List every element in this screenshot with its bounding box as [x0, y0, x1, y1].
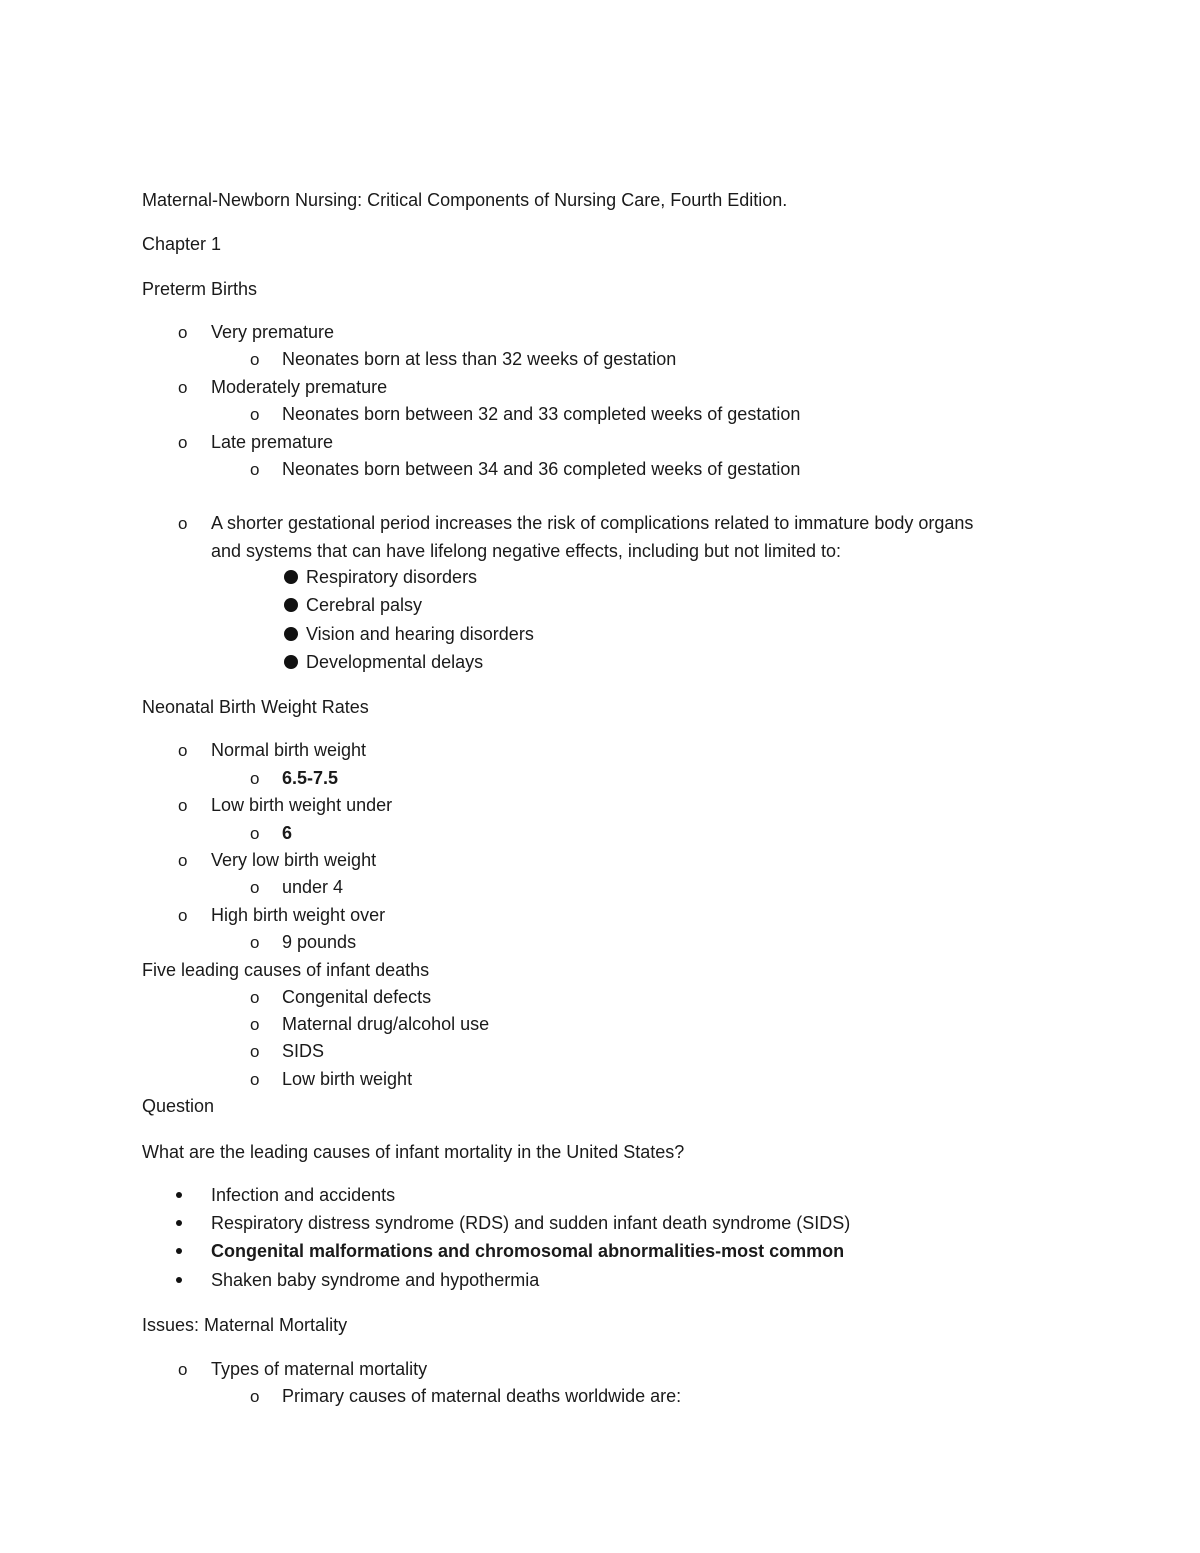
document-title: Maternal-Newborn Nursing: Critical Components of Nursing Care, Fourth Edition.	[142, 190, 788, 210]
list-item: 9 pounds	[282, 932, 357, 952]
effect-item: Developmental delays	[306, 652, 484, 672]
list-marker: o	[250, 405, 260, 424]
list-marker: o	[250, 1387, 260, 1406]
answer-item: Infection and accidents	[211, 1185, 396, 1205]
filled-bullet-icon	[284, 655, 298, 669]
list-marker: o	[250, 933, 260, 952]
list-item: Types of maternal mortality	[211, 1359, 428, 1379]
bullet-icon	[176, 1277, 182, 1283]
bullet-icon	[176, 1220, 182, 1226]
list-item: A shorter gestational period increases the risk of complications related to immature body organs	[211, 513, 974, 533]
list-item: Moderately premature	[211, 377, 388, 397]
weight-heading: Neonatal Birth Weight Rates	[142, 697, 369, 717]
list-marker: o	[178, 906, 188, 925]
question-label: Question	[142, 1096, 215, 1116]
list-item: Normal birth weight	[211, 740, 367, 760]
effect-item: Respiratory disorders	[306, 567, 478, 587]
effect-item: Cerebral palsy	[306, 595, 423, 615]
filled-bullet-icon	[284, 570, 298, 584]
list-item: Congenital defects	[282, 987, 432, 1007]
list-marker: o	[178, 1360, 188, 1379]
list-item-continuation: and systems that can have lifelong negative effects, including but not limited to:	[211, 541, 842, 561]
chapter-heading: Chapter 1	[142, 234, 222, 254]
list-marker: o	[250, 350, 260, 369]
list-item: High birth weight over	[211, 905, 386, 925]
list-item: Neonates born at less than 32 weeks of gestation	[282, 349, 677, 369]
list-marker: o	[178, 323, 188, 342]
list-marker: o	[178, 851, 188, 870]
answer-item-correct: Congenital malformations and chromosomal abnormalities-most common	[211, 1241, 845, 1261]
list-marker: o	[178, 433, 188, 452]
list-item: Low birth weight under	[211, 795, 393, 815]
list-marker: o	[250, 769, 260, 788]
list-marker: o	[178, 741, 188, 760]
list-marker: o	[250, 460, 260, 479]
filled-bullet-icon	[284, 627, 298, 641]
preterm-heading: Preterm Births	[142, 279, 258, 299]
list-marker: o	[178, 514, 188, 533]
list-marker: o	[250, 1015, 260, 1034]
answer-item: Shaken baby syndrome and hypothermia	[211, 1270, 540, 1290]
list-item: Maternal drug/alcohol use	[282, 1014, 490, 1034]
list-item: SIDS	[282, 1041, 325, 1061]
list-item: under 4	[282, 877, 344, 897]
list-item: Late premature	[211, 432, 334, 452]
list-marker: o	[250, 1070, 260, 1089]
effect-item: Vision and hearing disorders	[306, 624, 534, 644]
list-marker: o	[250, 988, 260, 1007]
list-item: Neonates born between 32 and 33 completed weeks of gestation	[282, 404, 801, 424]
list-item: Primary causes of maternal deaths worldwide are:	[282, 1386, 682, 1406]
bullet-icon	[176, 1192, 182, 1198]
list-item: Neonates born between 34 and 36 completed weeks of gestation	[282, 459, 801, 479]
list-item: Very premature	[211, 322, 335, 342]
list-item: Low birth weight	[282, 1069, 413, 1089]
list-item: Very low birth weight	[211, 850, 377, 870]
filled-bullet-icon	[284, 598, 298, 612]
question-text: What are the leading causes of infant mortality in the United States?	[142, 1142, 685, 1162]
list-marker: o	[250, 1042, 260, 1061]
list-item: 6.5-7.5	[282, 768, 339, 788]
list-marker: o	[250, 878, 260, 897]
list-item: 6	[282, 823, 293, 843]
causes-heading: Five leading causes of infant deaths	[142, 960, 430, 980]
bullet-icon	[176, 1248, 182, 1254]
list-marker: o	[178, 796, 188, 815]
maternal-heading: Issues: Maternal Mortality	[142, 1315, 348, 1335]
list-marker: o	[178, 378, 188, 397]
answer-item: Respiratory distress syndrome (RDS) and sudden infant death syndrome (SIDS)	[211, 1213, 851, 1233]
list-marker: o	[250, 824, 260, 843]
